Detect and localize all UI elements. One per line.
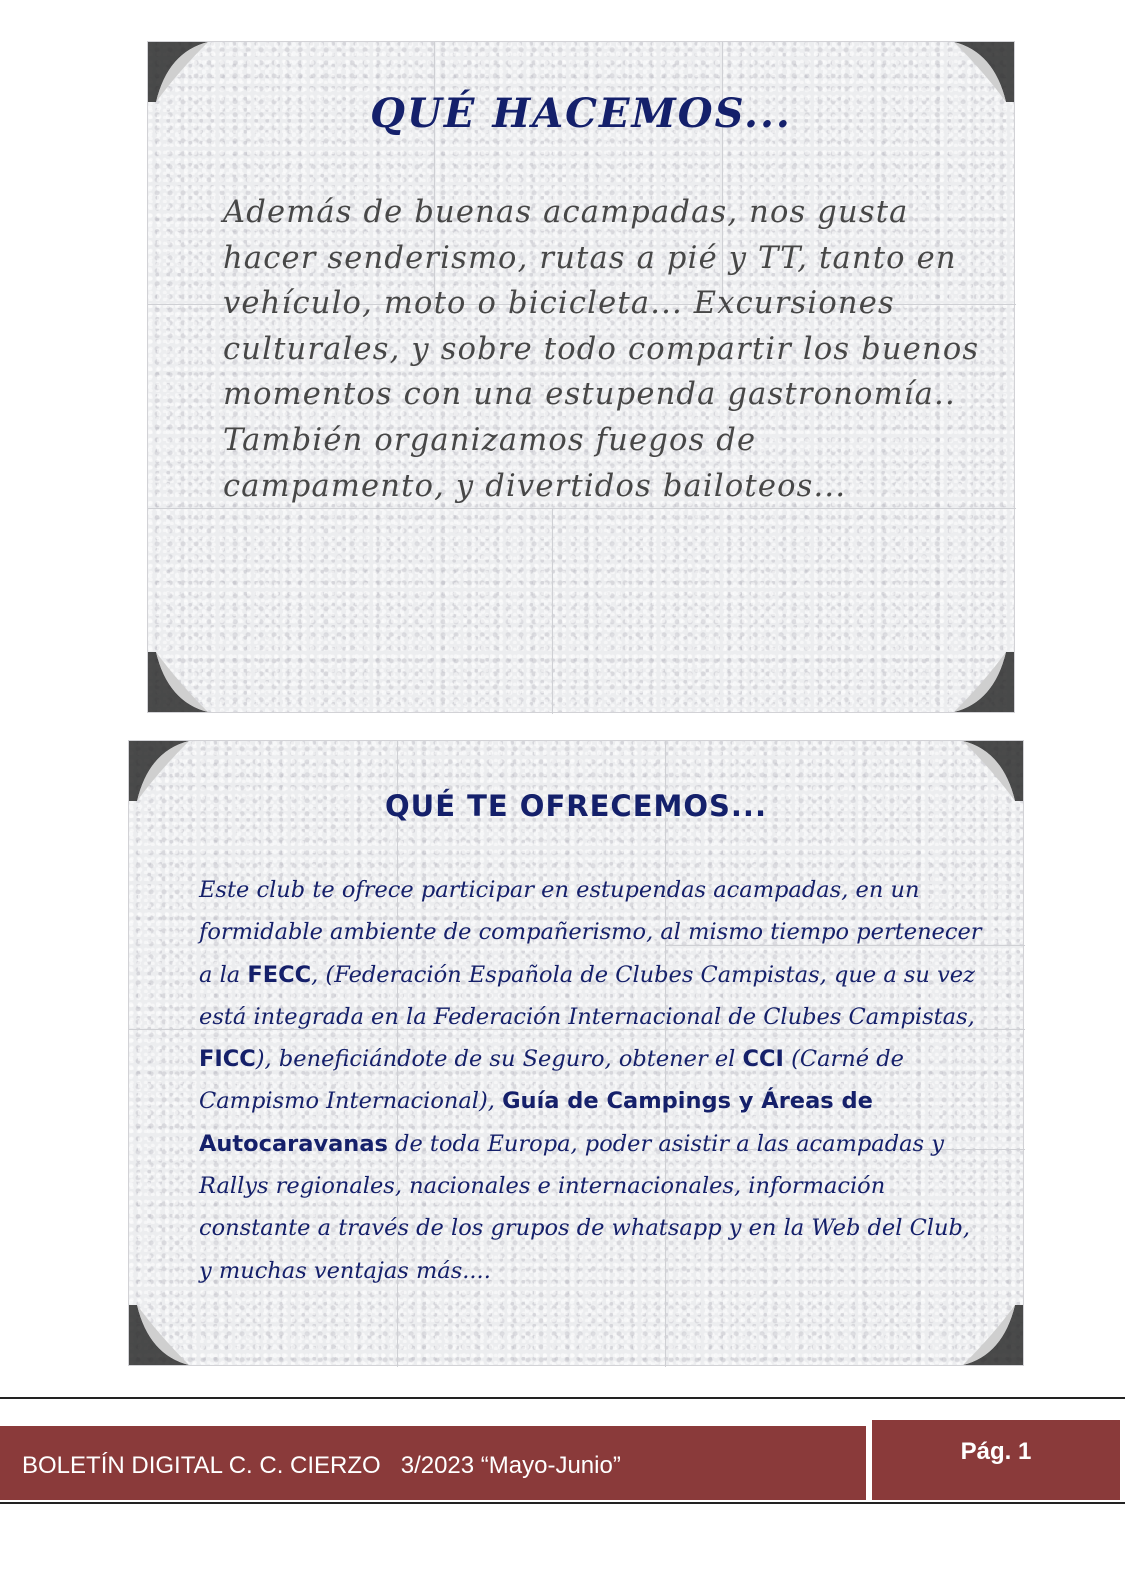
section-body bbox=[199, 869, 989, 1292]
footer-page-number: Pág. 1 bbox=[872, 1420, 1120, 1500]
section-body: Además de buenas acampadas, nos gusta hacer senderismo, rutas a pié y TT, tanto en vehículo, moto o bicicleta... Excursiones culturales, y sobre todo compartir los buenos momentos con una estupenda gastronomía.. También organizamos fuegos de campamento, y divertidos bailoteos... bbox=[223, 195, 980, 504]
what-we-do-panel bbox=[147, 41, 1015, 713]
section-title: QUÉ HACEMOS... bbox=[370, 90, 792, 137]
fecc-highlight: FECC bbox=[247, 961, 312, 988]
body-text: , (Federación Española de Clubes Campistas, que a su vez está integrada en la Federación Internacional de Clubes Campistas, bbox=[199, 961, 975, 1030]
footer-divider bbox=[0, 1502, 1125, 1504]
body-text: de toda Europa, poder asistir a las acampadas y Rallys regionales, nacionales e internacionales, información constante a través de los grupos de whatsapp y en la Web del Club, y muchas ventajas más.... bbox=[199, 1130, 971, 1284]
body-text: ), beneficiándote de su Seguro, obtener el bbox=[255, 1046, 743, 1073]
what-we-offer-panel bbox=[128, 740, 1024, 1366]
page-curl-icon bbox=[148, 652, 208, 712]
page-curl-icon bbox=[954, 652, 1014, 712]
cci-highlight: CCI bbox=[742, 1046, 784, 1073]
body-text: Este club te ofrece participar en estupendas acampadas, en un formidable ambiente de compañerismo, al mismo tiempo pertenecer a la bbox=[199, 877, 982, 988]
body-text: (Carné de Campismo Internacional), bbox=[199, 1046, 904, 1115]
section-title: QUÉ TE OFRECEMOS... bbox=[385, 789, 767, 823]
guide-highlight: Guía de Campings y Áreas de Autocaravanas bbox=[199, 1088, 873, 1157]
page-curl-icon bbox=[963, 1305, 1023, 1365]
footer-bulletin-label: BOLETÍN DIGITAL C. C. CIERZO 3/2023 “Mayo-Junio” bbox=[0, 1426, 866, 1500]
ficc-highlight: FICC bbox=[199, 1046, 256, 1073]
footer-divider bbox=[0, 1397, 1125, 1399]
page-curl-icon bbox=[129, 1305, 189, 1365]
